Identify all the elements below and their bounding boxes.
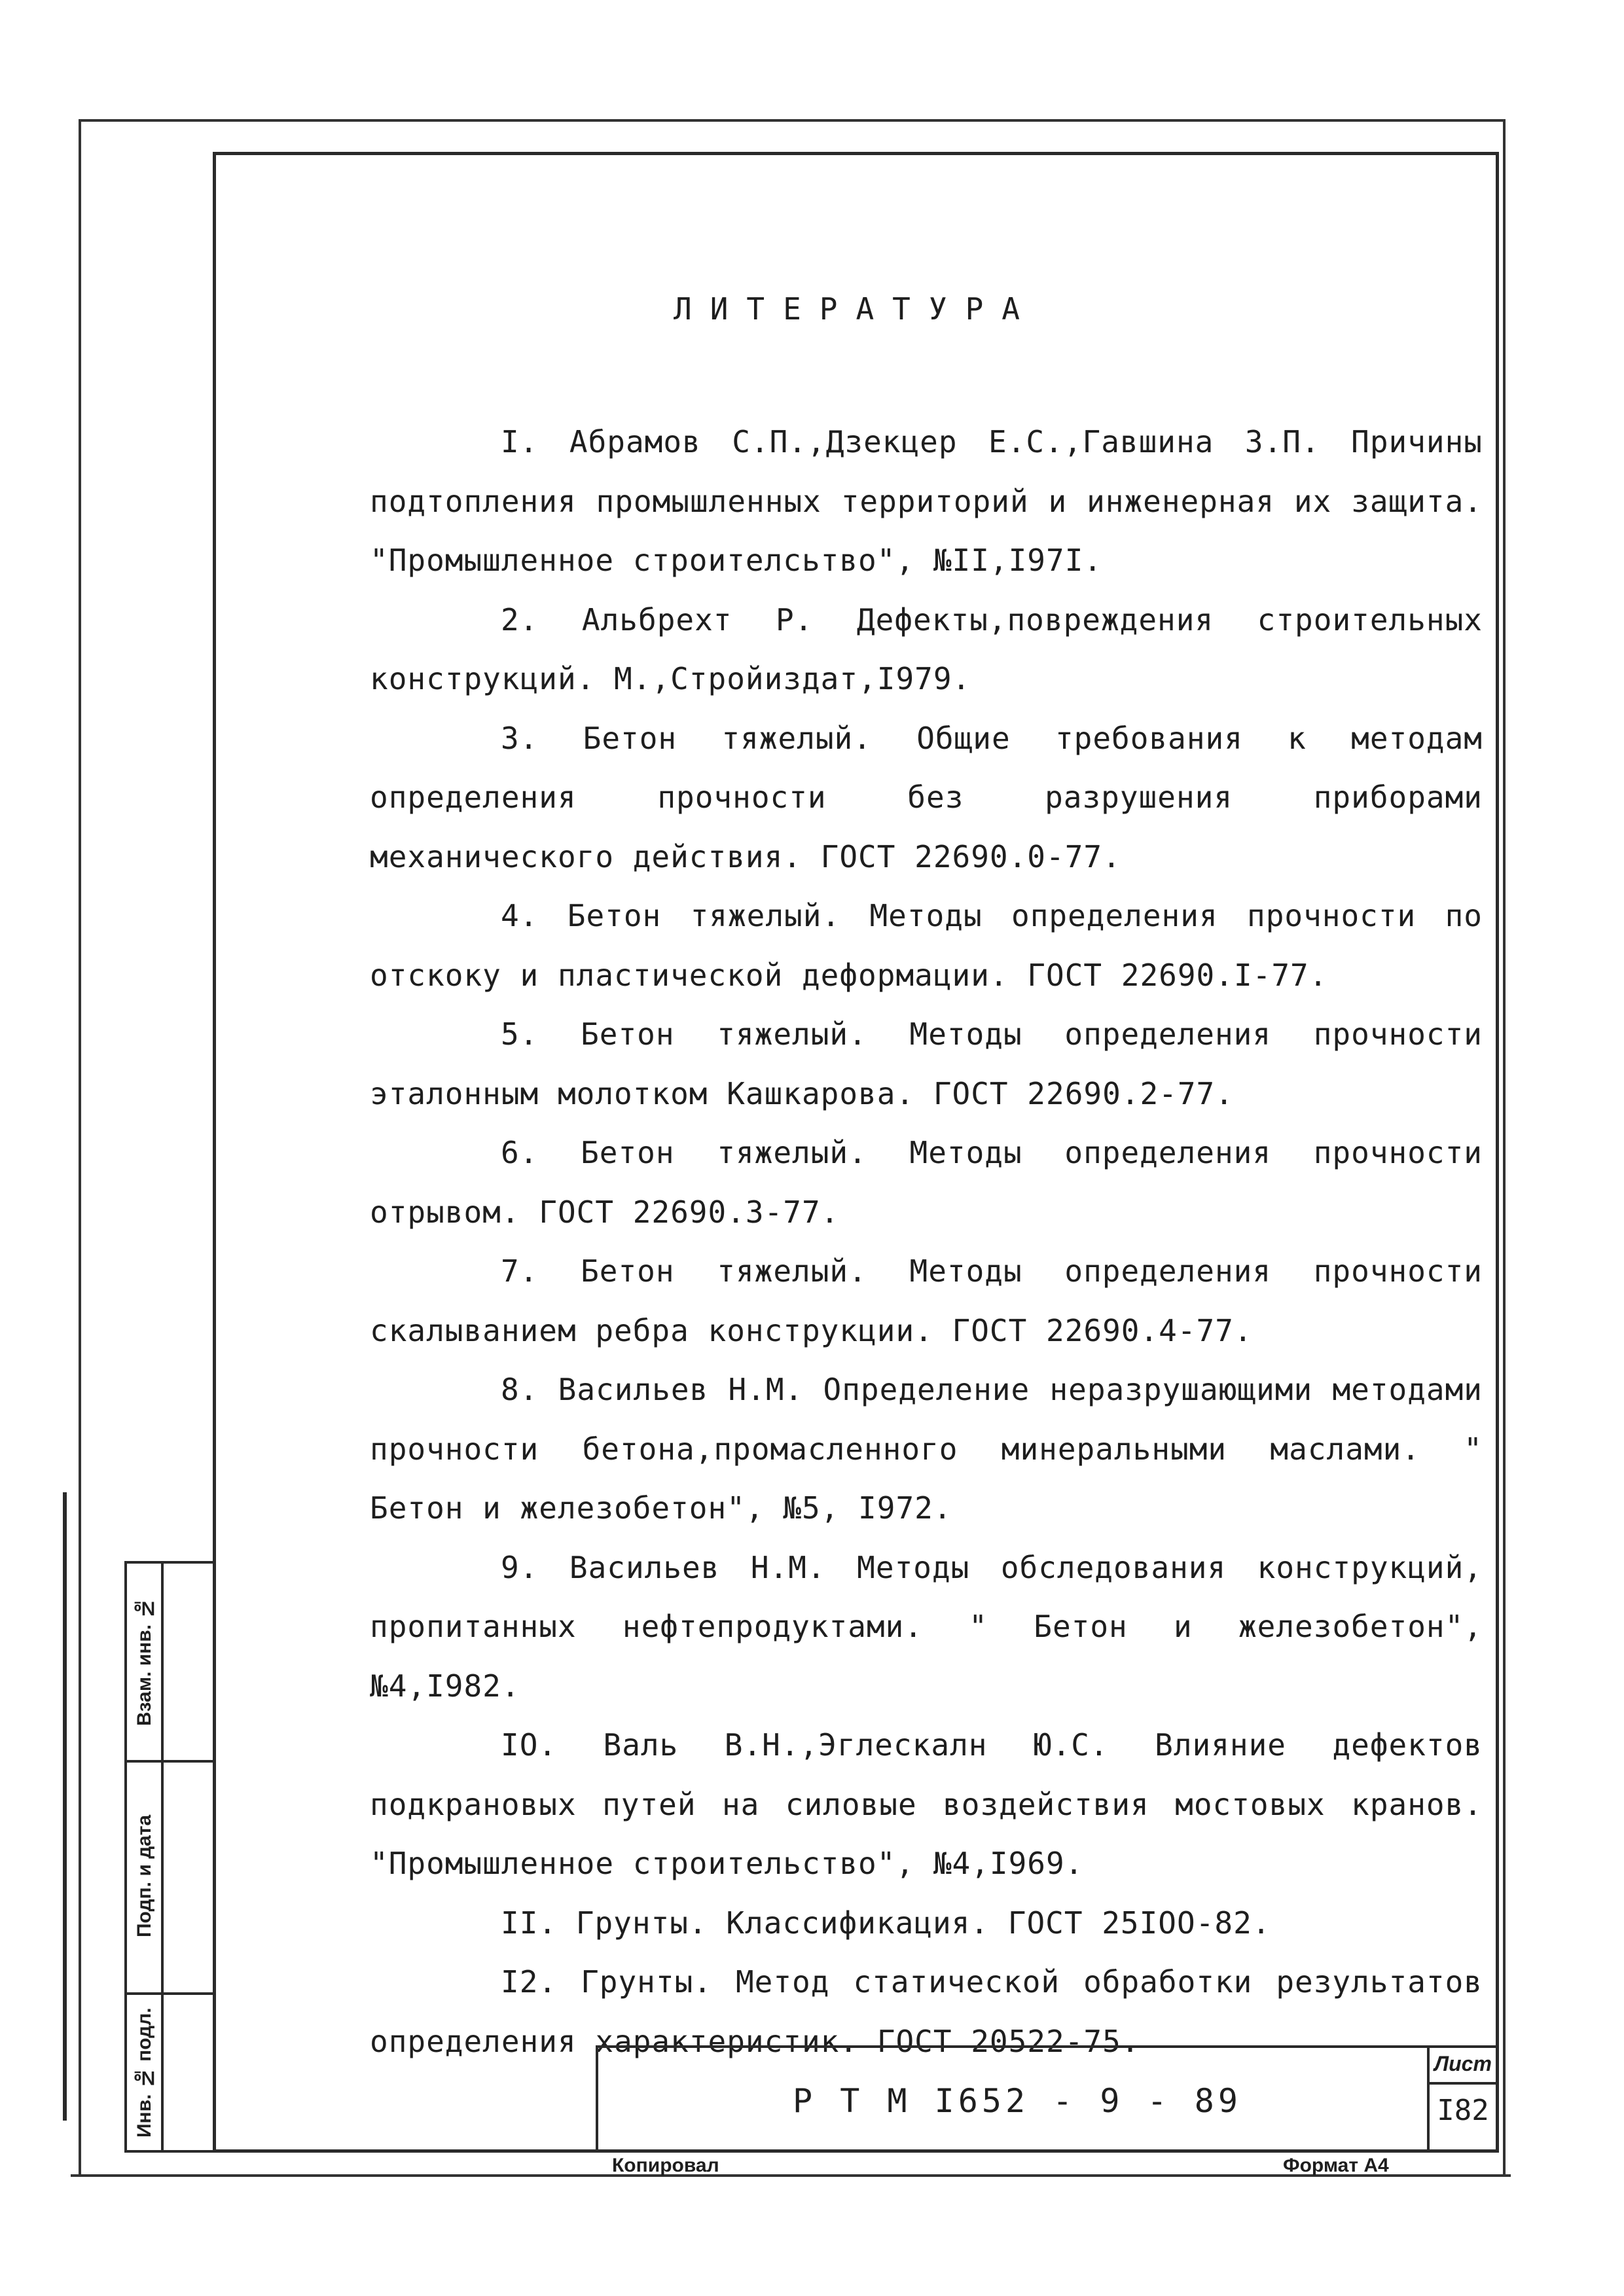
stamp-divider — [161, 1564, 164, 2150]
reference-item: 6. Бетон тяжелый. Методы определения прочности отрывом. ГОСТ 22690.3-77. — [370, 1135, 1483, 1230]
footer-format: Формат А4 — [1283, 2155, 1389, 2176]
sheet-number-box — [1427, 2048, 1496, 2150]
sheet-label: Лист — [1434, 2052, 1492, 2075]
sheet-number: I82 — [1437, 2094, 1489, 2127]
title-block — [596, 2045, 1499, 2153]
document-code: Р Т М I652 - 9 - 89 — [793, 2082, 1242, 2120]
reference-item: 2. Альбрехт Р. Дефекты,повреждения строительных конструкций. М.,Стройиздат,I979. — [370, 601, 1483, 696]
reference-item: 3. Бетон тяжелый. Общие требования к методам определения прочности без разрушения приборами механического действия. ГОСТ 22690.0-77. — [370, 720, 1483, 874]
sheet-box-divider — [1430, 2082, 1496, 2085]
reference-item: I. Абрамов С.П.,Дзекцер Е.С.,Гавшина З.П. Причины подтопления промышленных территорий и инженерная их защита. "Промышленное строителсьтво", №II,I97I. — [370, 424, 1483, 578]
stamp-label-signature-date: Подп. и дата — [134, 1814, 155, 1938]
reference-item: 5. Бетон тяжелый. Методы определения прочности эталонным молотком Кашкарова. ГОСТ 22690.2-77. — [370, 1016, 1483, 1111]
reference-item: IO. Валь В.Н.,Эглескалн Ю.С. Влияние дефектов подкрановых путей на силовые воздействия мостовых кранов. "Промышленное строительство", №4,I969. — [370, 1727, 1483, 1881]
reference-list — [370, 412, 1483, 2071]
reference-item: 7. Бетон тяжелый. Методы определения прочности скалыванием ребра конструкции. ГОСТ 22690.4-77. — [370, 1253, 1483, 1348]
stamp-label-replacement-inv: Взам. инв. № — [134, 1597, 155, 1727]
reference-item: I2. Грунты. Метод статической обработки результатов определения характеристик. ГОСТ 20522-75. — [370, 1964, 1483, 2059]
reference-item: II. Грунты. Классификация. ГОСТ 25IOO-82. — [501, 1905, 1271, 1941]
reference-item: 8. Васильев Н.М. Определение неразрушающими методами прочности бетона,промасленного минеральными маслами. " Бетон и железобетон", №5, I972. — [370, 1372, 1483, 1526]
binding-mark — [63, 1492, 67, 2121]
stamp-label-original-inv: Инв. № подл. — [134, 2007, 155, 2138]
reference-item: 4. Бетон тяжелый. Методы определения прочности по отскоку и пластической деформации. ГОСТ 22690.I-77. — [370, 898, 1483, 993]
side-stamp — [124, 1561, 213, 2153]
reference-item: 9. Васильев Н.М. Методы обследования конструкций, пропитанных нефтепродуктами. " Бетон и железобетон",№4,I982. — [370, 1549, 1483, 1704]
page-title: ЛИТЕРАТУРА — [674, 291, 1038, 327]
footer-copied: Копировал — [612, 2155, 719, 2176]
